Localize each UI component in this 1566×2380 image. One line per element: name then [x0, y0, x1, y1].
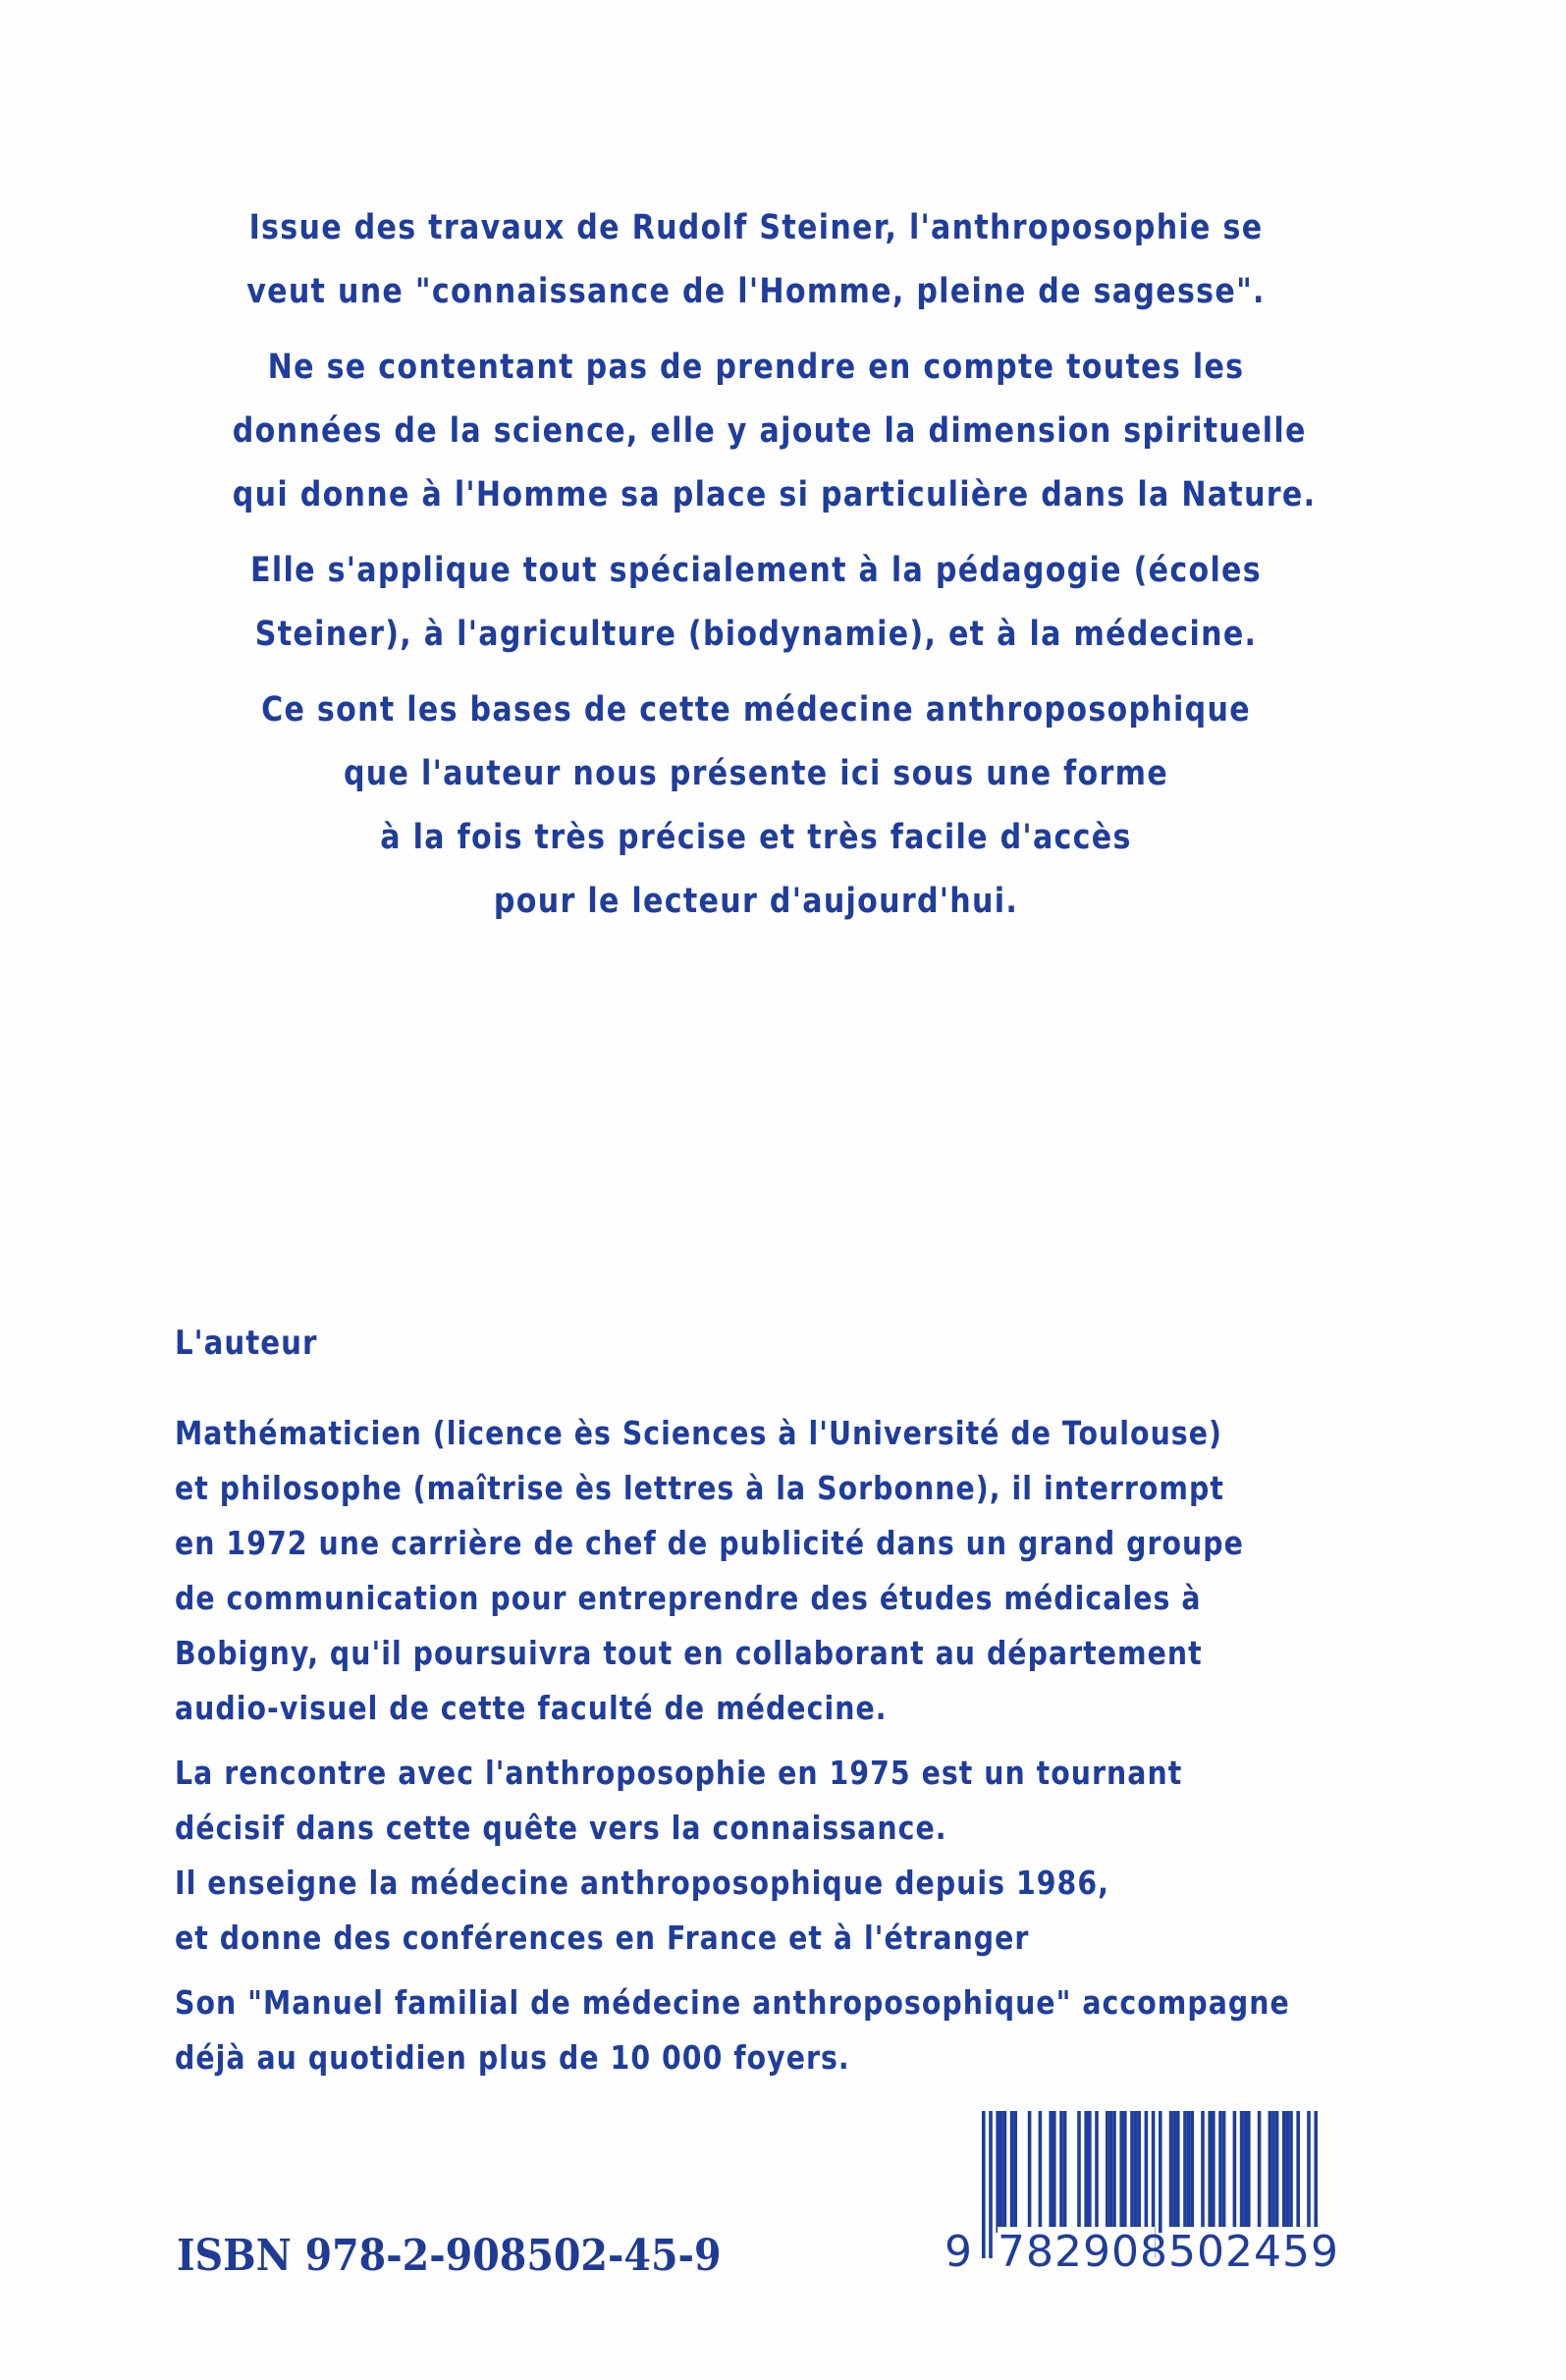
barcode-bar: [1084, 2111, 1088, 2233]
barcode-bar: [1218, 2111, 1222, 2233]
barcode-bar: [1109, 2111, 1113, 2233]
author-paragraph-1: [175, 1406, 1244, 1736]
barcode-digits: [941, 2227, 1353, 2286]
blurb-line: Steiner), à l'agriculture (biodynamie), et à la médecine.: [254, 615, 1258, 654]
author-line: et philosophe (maîtrise ès lettres à la Sorbonne), il interrompt: [175, 1469, 1224, 1507]
blurb-line: Issue des travaux de Rudolf Steiner, l'anthroposophie se: [248, 208, 1264, 247]
barcode-bar: [1106, 2111, 1109, 2233]
barcode-bar: [1247, 2111, 1251, 2233]
barcode-bar: [1119, 2111, 1123, 2233]
barcode-bar: [1112, 2111, 1116, 2233]
blurb-line: veut une "connaissance de l'Homme, pleine de sagesse".: [246, 272, 1266, 311]
barcode-bar: [1130, 2111, 1134, 2233]
blurb-line: qui donne à l'Homme sa place si particulière dans la Nature.: [232, 475, 1317, 514]
barcode-bar: [1176, 2111, 1180, 2233]
barcode-first-digit: 9: [945, 2227, 972, 2277]
author-line: Il enseigne la médecine anthroposophique depuis 1986,: [175, 1864, 1109, 1902]
barcode-bar: [1296, 2111, 1300, 2233]
blurb: [232, 196, 1317, 946]
blurb-line: que l'auteur nous présente ici sous une forme: [343, 754, 1169, 793]
blurb-line: Elle s'applique tout spécialement à la pédagogie (écoles: [250, 551, 1262, 590]
barcode-right-group: 502459: [1168, 2227, 1339, 2277]
author-line: Bobigny, qu'il poursuivra tout en collaborant au département: [175, 1634, 1203, 1672]
barcode-bar: [1010, 2111, 1014, 2233]
barcode-left-group: 782908: [998, 2227, 1168, 2277]
author-line: de communication pour entreprendre des études médicales à: [175, 1579, 1202, 1617]
blurb-line: données de la science, elle y ajoute la dimension spirituelle: [232, 411, 1307, 451]
barcode-bar: [1077, 2111, 1081, 2233]
author-line: en 1972 une carrière de chef de publicité dans un grand groupe: [175, 1524, 1244, 1562]
barcode-bar: [1201, 2111, 1205, 2233]
barcode-bar: [999, 2111, 1003, 2233]
author-line: décisif dans cette quête vers la connaissance.: [175, 1809, 947, 1847]
barcode-bar: [1243, 2111, 1247, 2233]
blurb-paragraph-4: [233, 678, 1279, 934]
barcode-bar: [1212, 2111, 1215, 2233]
barcode-bar: [1159, 2111, 1162, 2233]
barcode-bar: [1282, 2111, 1286, 2233]
barcode-bar: [1013, 2111, 1017, 2233]
barcode-bar: [1063, 2111, 1067, 2233]
barcode-bar: [1059, 2111, 1063, 2233]
author-line: et donne des conférences en France et à l'étranger: [175, 1919, 1030, 1957]
barcode-bar: [1183, 2111, 1187, 2233]
barcode-bar: [1222, 2111, 1226, 2233]
barcode-bar: [1003, 2111, 1007, 2233]
barcode-bar: [1190, 2111, 1194, 2233]
barcode-bar: [1286, 2111, 1290, 2233]
author-line: déjà au quotidien plus de 10 000 foyers.: [175, 2038, 850, 2077]
isbn-label: ISBN 978-2-908502-45-9: [177, 2231, 722, 2281]
barcode-bar: [1134, 2111, 1138, 2233]
barcode-bar: [1053, 2111, 1056, 2233]
blurb-paragraph-2: [232, 336, 1317, 527]
barcode-bar: [996, 2111, 999, 2233]
blurb-line: à la fois très précise et très facile d'accès: [380, 818, 1132, 857]
barcode-bar: [1269, 2111, 1272, 2233]
author-line: audio-visuel de cette faculté de médecine.: [175, 1689, 888, 1727]
barcode-bar: [1187, 2111, 1191, 2233]
blurb-line: Ne se contentant pas de prendre en compte toutes les: [267, 348, 1245, 387]
barcode-bar: [1271, 2111, 1275, 2233]
barcode-bar: [1049, 2111, 1053, 2233]
barcode-bar: [1039, 2111, 1043, 2233]
blurb-line: Ce sont les bases de cette médecine anthroposophique: [261, 690, 1251, 730]
barcode-bar: [1258, 2111, 1262, 2233]
barcode-bar: [1137, 2111, 1141, 2233]
barcode-bar: [1208, 2111, 1212, 2233]
author-section: [175, 1316, 1290, 2095]
barcode-bar: [1240, 2111, 1244, 2233]
barcode-bar: [1095, 2111, 1099, 2233]
barcode-bar: [1172, 2111, 1176, 2233]
barcode-bar: [1123, 2111, 1127, 2233]
barcode-bar: [1289, 2111, 1293, 2233]
author-paragraph-2: [175, 1746, 1221, 1966]
barcode-bar: [1233, 2111, 1237, 2233]
author-line: Mathématicien (licence ès Sciences à l'Université de Toulouse): [175, 1414, 1223, 1452]
author-paragraph-3: [175, 1975, 1290, 2085]
barcode-bar: [1088, 2111, 1092, 2233]
blurb-paragraph-3: [233, 539, 1279, 667]
barcode-bar: [1275, 2111, 1279, 2233]
barcode-bar: [1169, 2111, 1173, 2233]
blurb-line: pour le lecteur d'aujourd'hui.: [493, 882, 1019, 921]
author-heading: L'auteur: [175, 1324, 318, 1363]
blurb-paragraph-1: [233, 196, 1279, 324]
author-line: La rencontre avec l'anthroposophie en 1975 est un tournant: [175, 1754, 1183, 1792]
author-line: Son "Manuel familial de médecine anthroposophique" accompagne: [175, 1983, 1290, 2022]
barcode-bar: [1028, 2111, 1032, 2233]
